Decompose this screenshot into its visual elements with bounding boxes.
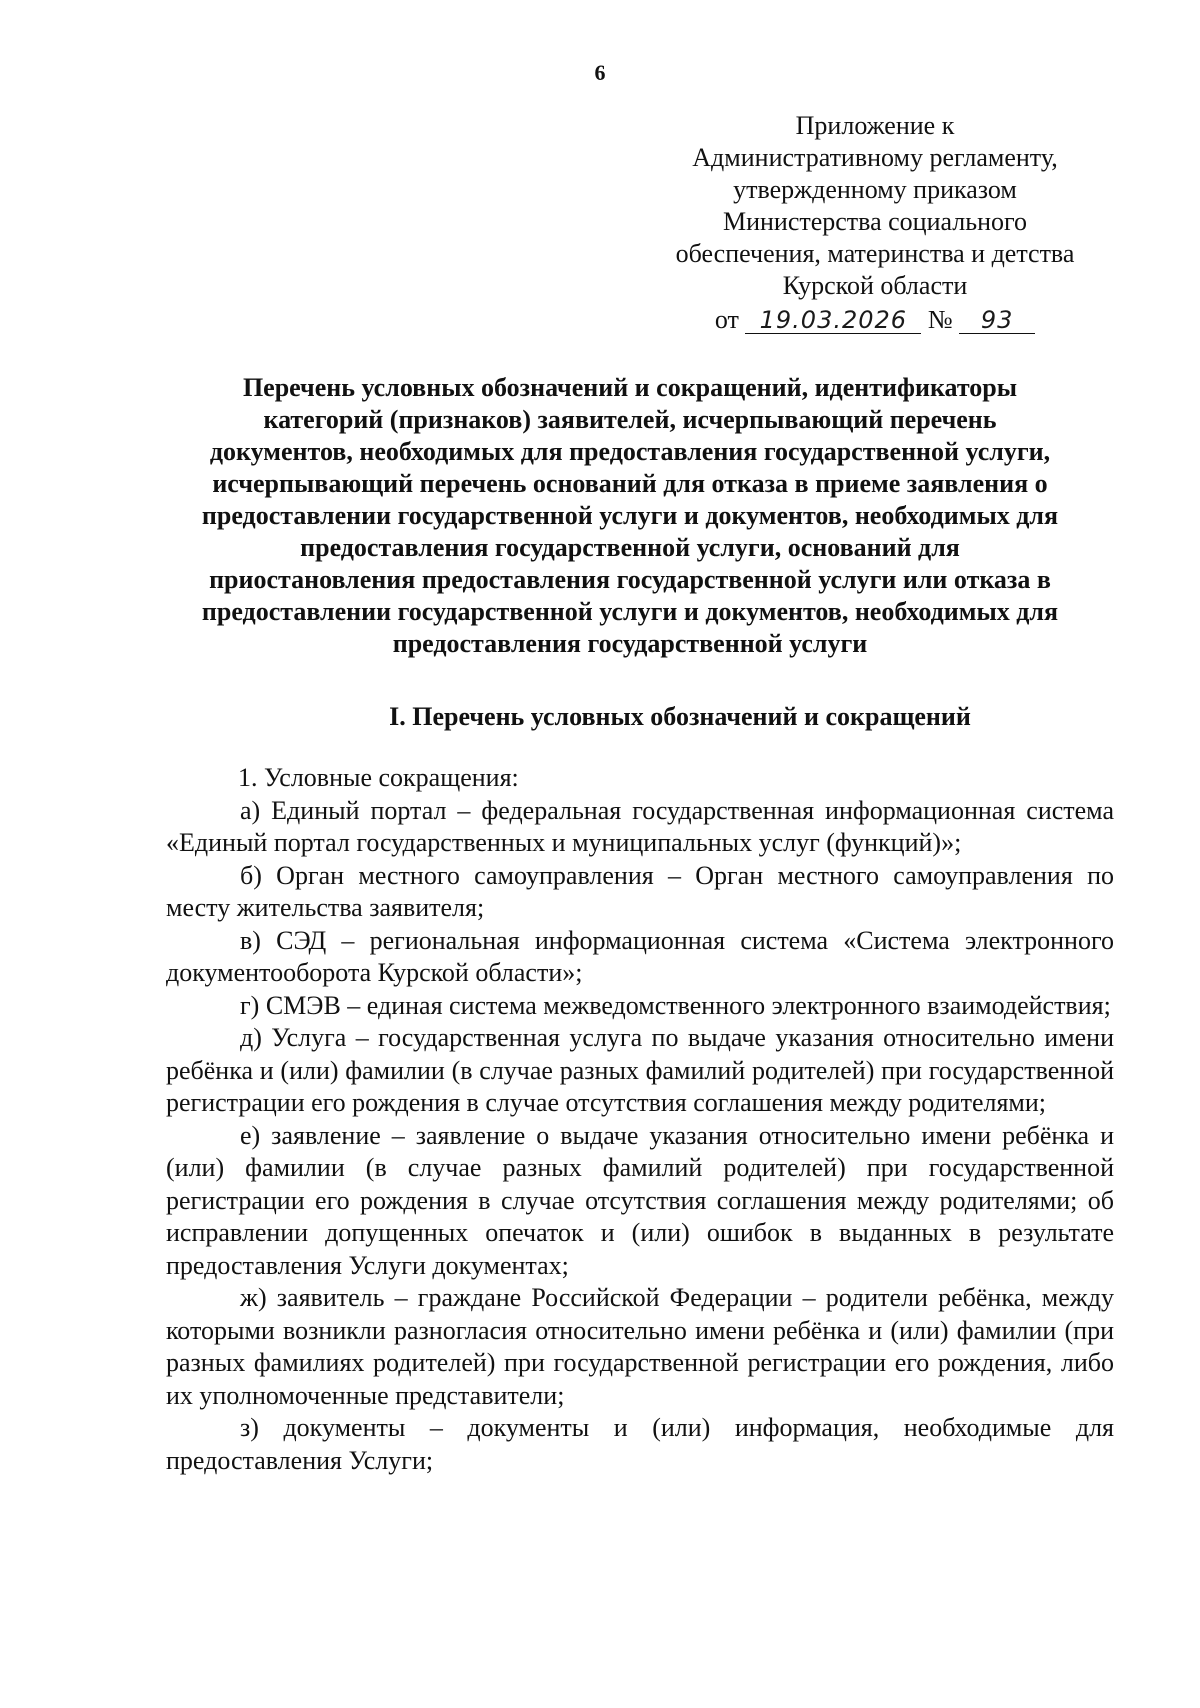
number-prefix: №: [927, 305, 953, 334]
appendix-line: Министерства социального: [722, 207, 1028, 236]
appendix-line: Приложение к: [795, 111, 955, 140]
title-line: категорий (признаков) заявителей, исчерпывающий перечень: [263, 405, 997, 434]
order-date-line: [665, 304, 1085, 336]
appendix-block: [665, 110, 1085, 336]
title-line: предоставления государственной услуги: [392, 629, 868, 658]
clause-b-local-government: б) Орган местного самоуправления – Орган местного самоуправления по месту жительства заявителя;: [166, 860, 1114, 922]
clause-d-service: д) Услуга – государственная услуга по выдаче указания относительно имени ребёнка и (или) фамилии (в случае разных фамилий родителей) при государственной регистрации его рождения в случае отсутствия соглашения между родителями;: [166, 1023, 1114, 1117]
appendix-line: Административному регламенту,: [692, 143, 1058, 172]
title-line: предоставления государственной услуги, оснований для: [300, 533, 960, 562]
handwritten-order-number: 93: [959, 307, 1035, 334]
appendix-line: обеспечения, материнства и детства: [675, 239, 1075, 268]
clause-e-application: е) заявление – заявление о выдаче указания относительно имени ребёнка и (или) фамилии (в случае разных фамилий родителей) при государственной регистрации его рождения в случае отсутствия соглашения между родителями; об исправлении допущенных опечаток и (или) ошибок в выданных в результате предоставления Услуги документах;: [166, 1120, 1114, 1280]
clause-g-smev: г) СМЭВ – единая система межведомственного электронного взаимодействия;: [240, 990, 1111, 1020]
appendix-line: утвержденному приказом: [733, 175, 1017, 204]
title-line: документов, необходимых для предоставления государственной услуги,: [209, 437, 1051, 466]
document-title: [150, 372, 1110, 660]
clause-zh-applicant: ж) заявитель – граждане Российской Федерации – родители ребёнка, между которыми возникли разногласия относительно имени ребёнка и (или) фамилии (при разных фамилиях родителей) при государственной регистрации его рождения, либо их уполномоченные представители;: [166, 1283, 1114, 1410]
section-heading: I. Перечень условных обозначений и сокращений: [389, 702, 971, 731]
title-line: приостановления предоставления государственной услуги или отказа в: [209, 565, 1051, 594]
date-prefix: от: [714, 305, 739, 334]
appendix-line: Курской области: [782, 271, 968, 300]
clause-v-sed: в) СЭД – региональная информационная система «Система электронного документооборота Курской области»;: [166, 925, 1114, 987]
clause-a-unified-portal: а) Единый портал – федеральная государственная информационная система «Единый портал государственных и муниципальных услуг (функций)»;: [166, 795, 1114, 857]
handwritten-date: 19.03.2026: [745, 307, 921, 334]
title-line: Перечень условных обозначений и сокращений, идентификаторы: [242, 373, 1018, 402]
title-line: предоставлении государственной услуги и документов, необходимых для: [201, 597, 1059, 626]
clause-intro: 1. Условные сокращения:: [238, 763, 519, 792]
title-line: исчерпывающий перечень оснований для отказа в приеме заявления о: [212, 469, 1048, 498]
document-body: [166, 762, 1114, 1477]
title-line: предоставлении государственной услуги и документов, необходимых для: [201, 501, 1059, 530]
clause-z-documents: з) документы – документы и (или) информация, необходимые для предоставления Услуги;: [166, 1413, 1114, 1475]
page-number: 6: [594, 60, 606, 85]
